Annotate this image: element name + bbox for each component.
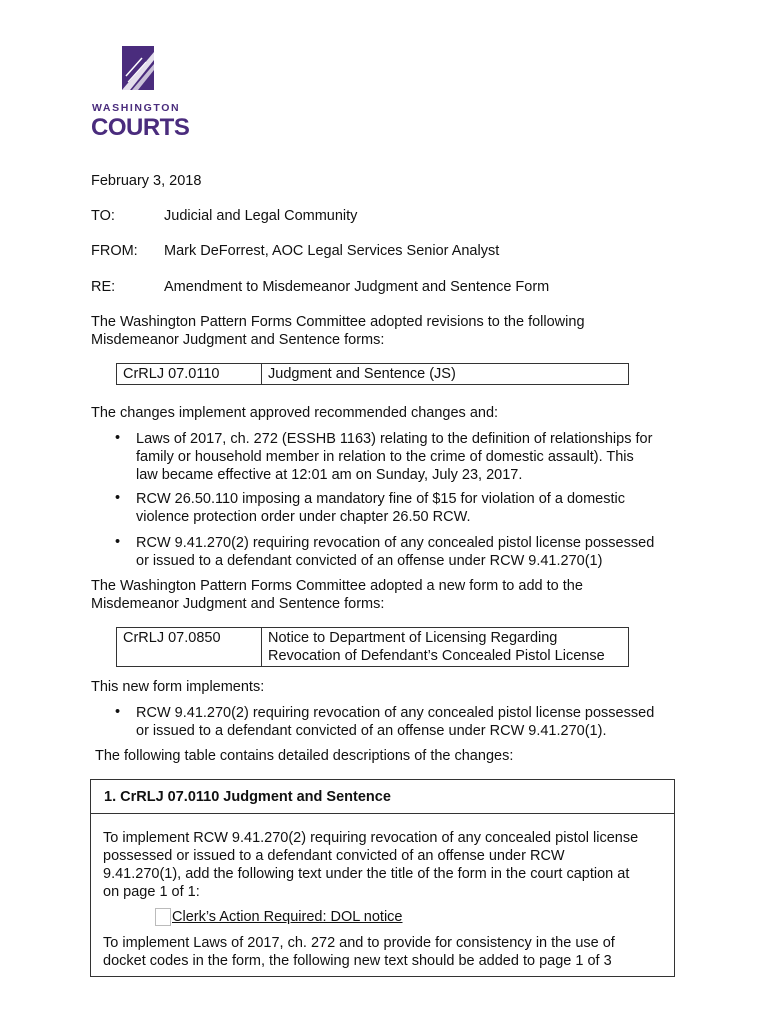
- changes-intro: The changes implement approved recommended changes and:: [91, 405, 499, 421]
- change1-p2-line2: docket codes in the form, the following new text should be added to page 1 of 3: [103, 953, 612, 969]
- bullet1-line1: Laws of 2017, ch. 272 (ESSHB 1163) relating to the definition of relationships for: [136, 431, 653, 447]
- change1-p2-line1: To implement Laws of 2017, ch. 272 and to provide for consistency in the use of: [103, 935, 615, 951]
- bullet-marker: •: [115, 490, 121, 506]
- bullet-marker: •: [115, 430, 121, 446]
- re-value: Amendment to Misdemeanor Judgment and Sentence Form: [164, 279, 550, 295]
- bullet-marker: •: [115, 534, 121, 550]
- change1-p1-line3: 9.41.270(1), add the following text under the title of the form in the court caption at: [103, 866, 630, 882]
- change1-p1-line4: on page 1 of 1:: [103, 884, 200, 900]
- intro-line2: Misdemeanor Judgment and Sentence forms:: [91, 332, 385, 348]
- form1-name: Judgment and Sentence (JS): [262, 364, 629, 385]
- bullet1-line2: family or household member in relation to the crime of domestic assault). This: [136, 449, 634, 465]
- clerk-action-checkbox: [155, 908, 171, 926]
- new-form-implements: This new form implements:: [91, 679, 265, 695]
- logo-line2: COURTS: [91, 114, 190, 141]
- memo-date: February 3, 2018: [91, 173, 202, 189]
- table-intro: The following table contains detailed descriptions of the changes:: [95, 748, 514, 764]
- from-label: FROM:: [91, 243, 138, 259]
- form1-table: [116, 363, 629, 385]
- bullet3-line1: RCW 9.41.270(2) requiring revocation of any concealed pistol license possessed: [136, 535, 655, 551]
- bullet3-line2: or issued to a defendant convicted of an offense under RCW 9.41.270(1): [136, 553, 603, 569]
- change1-heading: 1. CrRLJ 07.0110 Judgment and Sentence: [104, 789, 391, 805]
- logo-line1: WASHINGTON: [92, 102, 181, 114]
- bullet2-line2: violence protection order under chapter 26.50 RCW.: [136, 509, 471, 525]
- new-form-intro-line2: Misdemeanor Judgment and Sentence forms:: [91, 596, 385, 612]
- intro-line1: The Washington Pattern Forms Committee adopted revisions to the following: [91, 314, 585, 330]
- clerk-action-text: Clerk’s Action Required: DOL notice: [172, 909, 403, 925]
- bullet2-line1: RCW 26.50.110 imposing a mandatory fine of $15 for violation of a domestic: [136, 491, 625, 507]
- bullet-marker: •: [115, 704, 121, 720]
- re-label: RE:: [91, 279, 116, 295]
- from-value: Mark DeForrest, AOC Legal Services Senior Analyst: [164, 243, 500, 259]
- form1-code: CrRLJ 07.0110: [117, 364, 262, 385]
- form2-name-line2: Revocation of Defendant’s Concealed Pistol License: [268, 648, 605, 664]
- bullet1-line3: law became effective at 12:01 am on Sunday, July 23, 2017.: [136, 467, 523, 483]
- form2-table: [116, 627, 629, 667]
- change1-p1-line1: To implement RCW 9.41.270(2) requiring revocation of any concealed pistol license: [103, 830, 639, 846]
- change1-p1-line2: possessed or issued to a defendant convicted of an offense under RCW: [103, 848, 565, 864]
- to-value: Judicial and Legal Community: [164, 208, 358, 224]
- washington-courts-logo-mark: [118, 46, 158, 98]
- new-form-intro-line1: The Washington Pattern Forms Committee adopted a new form to add to the: [91, 578, 583, 594]
- form2-code: CrRLJ 07.0850: [117, 628, 262, 667]
- form2-name-line1: Notice to Department of Licensing Regarding: [268, 630, 558, 646]
- bullet4-line1: RCW 9.41.270(2) requiring revocation of any concealed pistol license possessed: [136, 705, 655, 721]
- to-label: TO:: [91, 208, 115, 224]
- bullet4-line2: or issued to a defendant convicted of an offense under RCW 9.41.270(1).: [136, 723, 607, 739]
